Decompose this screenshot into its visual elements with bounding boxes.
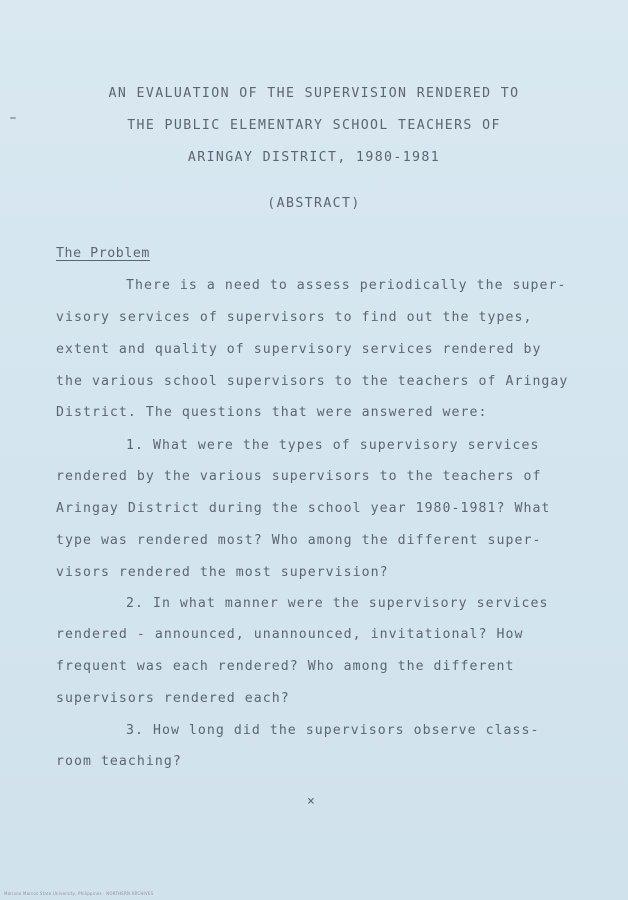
- body-line: rendered - announced, unannounced, invitational? How: [56, 627, 524, 642]
- title-line-3: ARINGAY DISTRICT, 1980-1981: [187, 150, 441, 165]
- title-line-1: AN EVALUATION OF THE SUPERVISION RENDERED TO: [108, 86, 520, 101]
- body-line: District. The questions that were answered were:: [56, 405, 488, 420]
- body-line: visory services of supervisors to find out the types,: [56, 310, 533, 325]
- question-1: 1. What were the types of supervisory services: [126, 438, 540, 453]
- body-line: rendered by the various supervisors to the teachers of: [56, 469, 542, 484]
- body-line: Aringay District during the school year 1980-1981? What: [56, 501, 551, 516]
- question-3: 3. How long did the supervisors observe class-: [126, 723, 540, 738]
- question-2: 2. In what manner were the supervisory services: [126, 596, 549, 611]
- body-line: visors rendered the most supervision?: [56, 565, 389, 580]
- title-line-2: THE PUBLIC ELEMENTARY SCHOOL TEACHERS OF: [127, 118, 501, 133]
- page-mark: ×: [307, 794, 315, 809]
- section-heading-problem: The Problem: [56, 246, 150, 261]
- body-line: frequent was each rendered? Who among the different: [56, 659, 515, 674]
- archive-footer: Mariano Marcos State University, Philippines · NORTHERN ARCHIVES: [4, 891, 154, 896]
- body-line: type was rendered most? Who among the different super-: [56, 533, 542, 548]
- body-line: room teaching?: [56, 754, 182, 769]
- body-line: the various school supervisors to the teachers of Aringay: [56, 374, 569, 389]
- body-line: There is a need to assess periodically the super-: [126, 278, 567, 293]
- body-line: supervisors rendered each?: [56, 691, 290, 706]
- body-line: extent and quality of supervisory services rendered by: [56, 342, 542, 357]
- abstract-label: (ABSTRACT): [267, 196, 361, 211]
